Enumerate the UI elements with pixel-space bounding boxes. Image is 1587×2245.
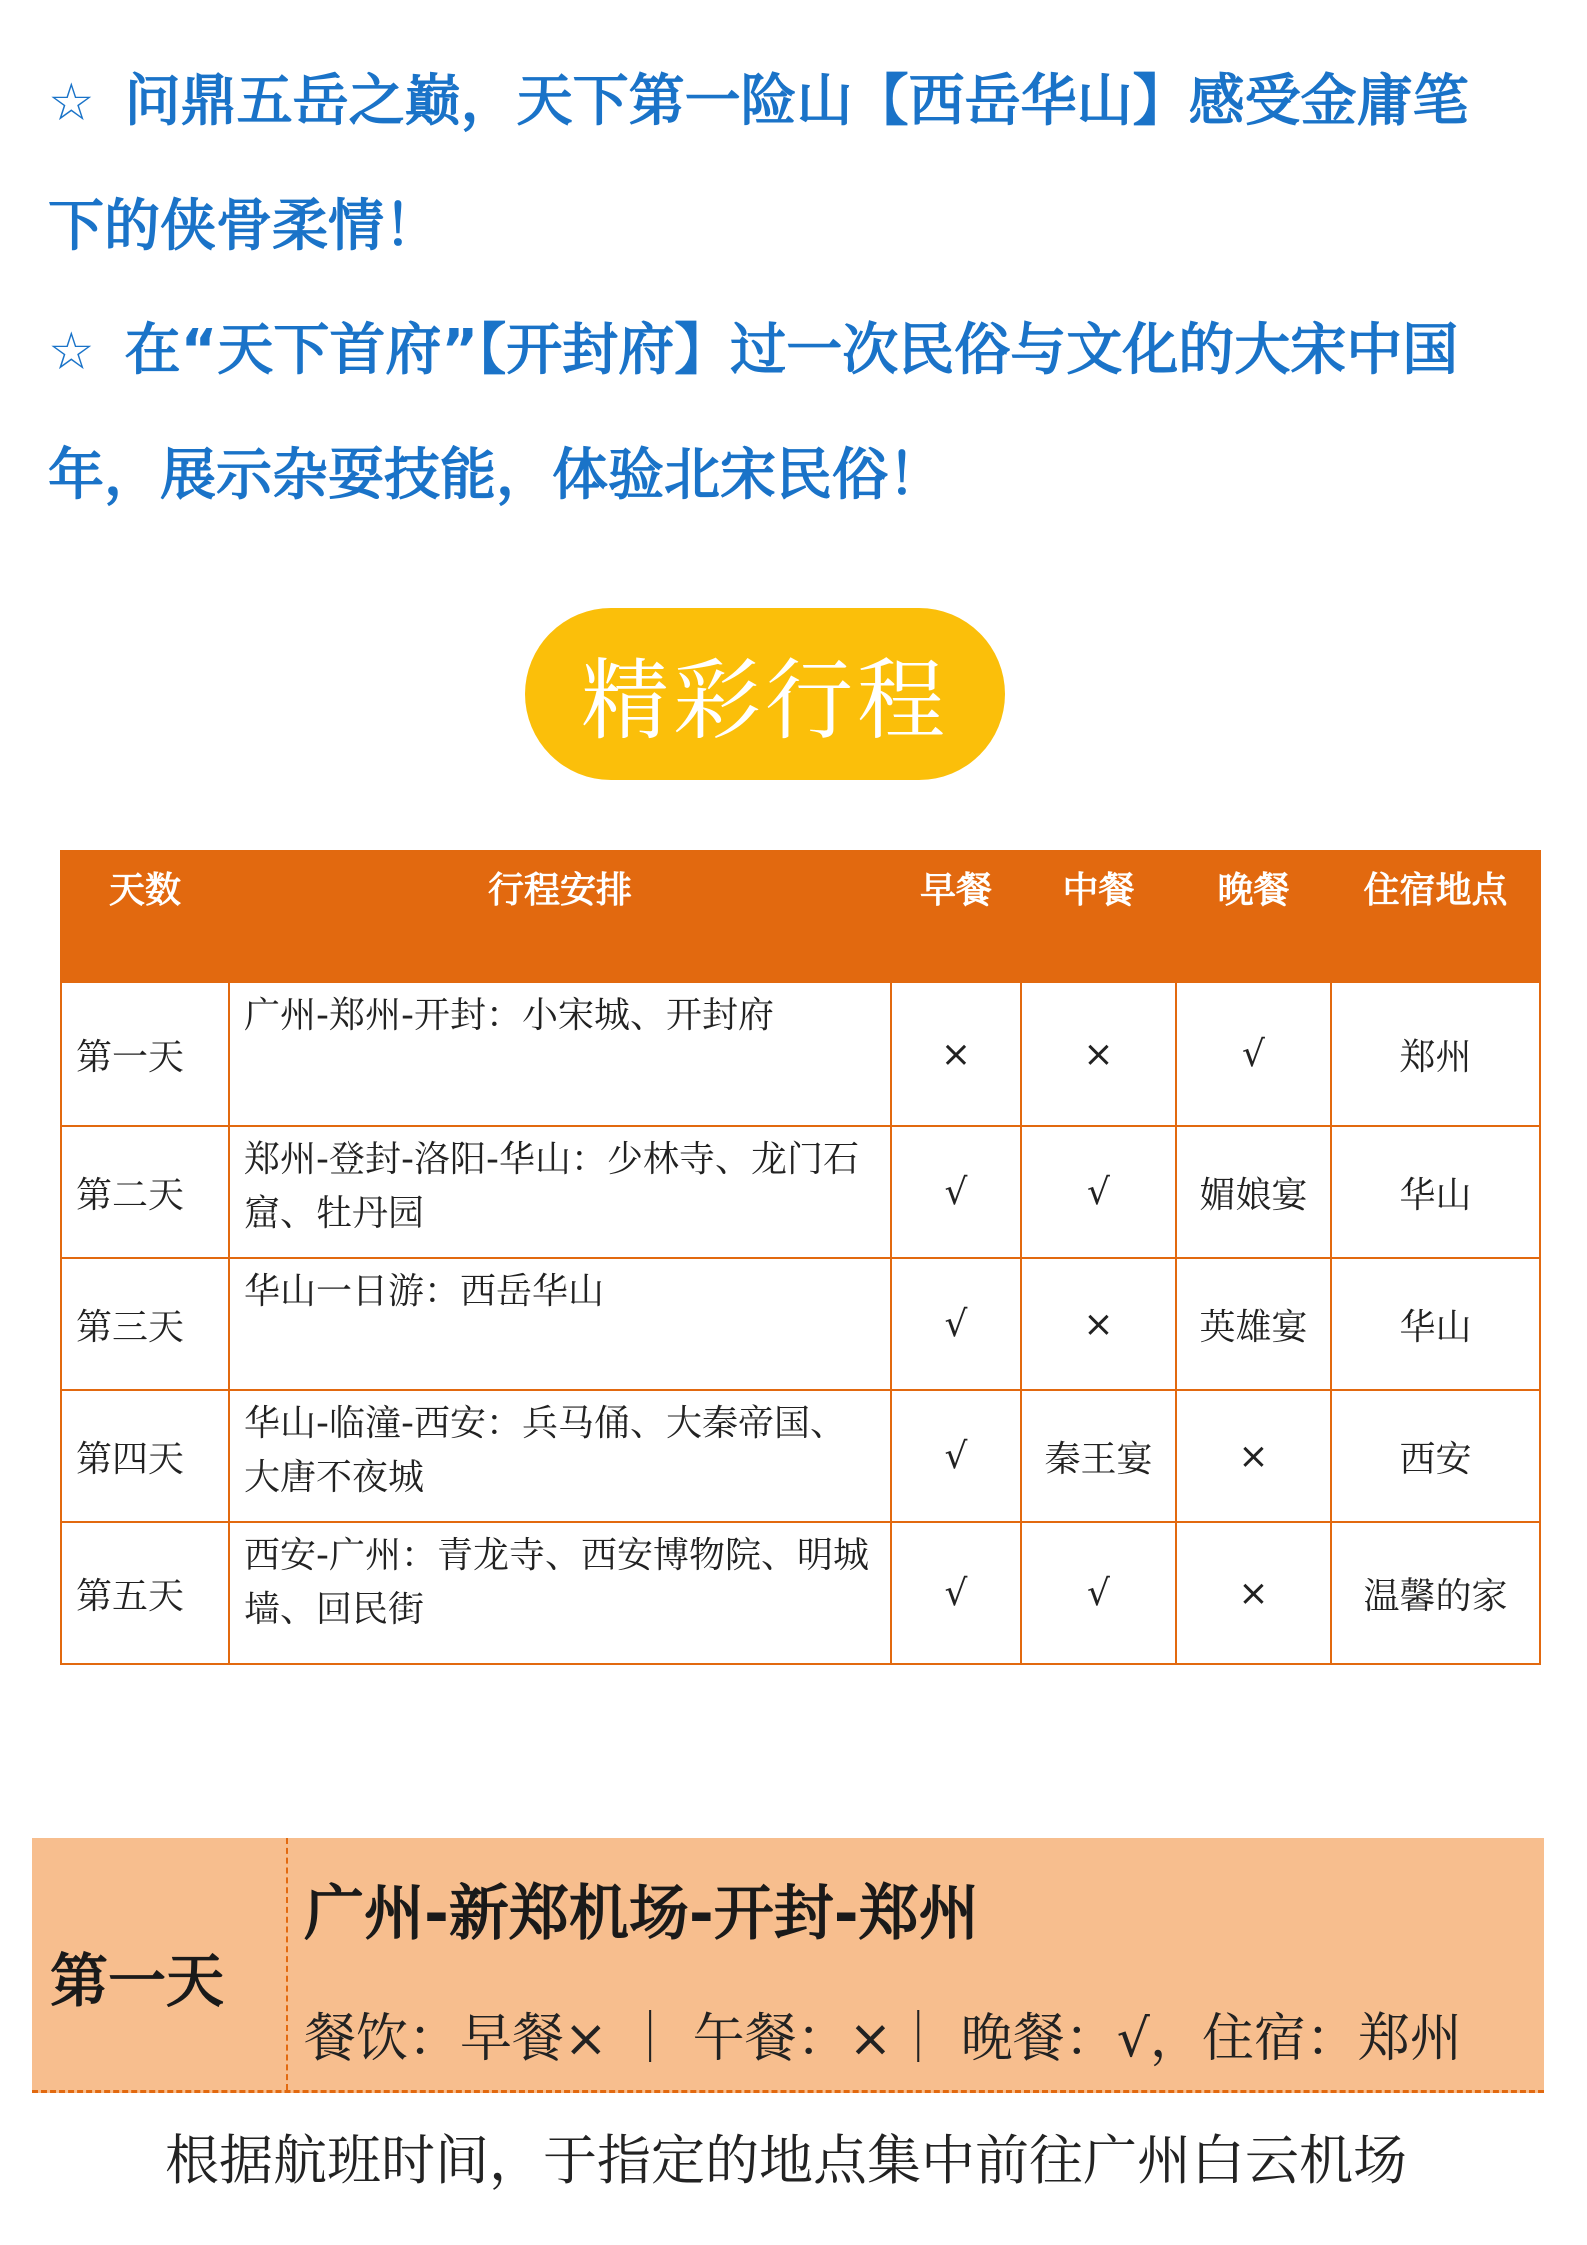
- cell-breakfast: √: [891, 1126, 1021, 1258]
- cell-day: 第二天: [61, 1126, 229, 1258]
- cell-breakfast: √: [891, 1258, 1021, 1390]
- cell-dinner: ×: [1176, 1522, 1331, 1664]
- table-row: [61, 1258, 1540, 1390]
- header-stay: 住宿地点: [1331, 851, 1540, 982]
- highlight-1-text: 问鼎五岳之巅，天下第一险山【西岳华山】感受金庸笔: [124, 69, 1469, 134]
- table-row: [61, 1522, 1540, 1664]
- star-icon: ☆: [48, 322, 95, 382]
- cell-day: 第五天: [61, 1522, 229, 1664]
- table-row: [61, 1126, 1540, 1258]
- cell-day: 第三天: [61, 1258, 229, 1390]
- cell-stay: 华山: [1331, 1258, 1540, 1390]
- day-label: 第一天: [50, 1947, 225, 2015]
- cell-stay: 温馨的家: [1331, 1522, 1540, 1664]
- cell-breakfast: √: [891, 1522, 1021, 1664]
- star-icon: ☆: [48, 73, 95, 133]
- banner-divider: [286, 1838, 288, 2090]
- cell-lunch: ×: [1021, 1258, 1176, 1390]
- highlight-1-line-1: [48, 40, 1558, 165]
- header-plan: 行程安排: [229, 851, 891, 982]
- cell-dinner: ×: [1176, 1390, 1331, 1522]
- cell-stay: 西安: [1331, 1390, 1540, 1522]
- cell-plan: 华山-临潼-西安：兵马俑、大秦帝国、大唐不夜城: [229, 1390, 891, 1522]
- cell-stay: 郑州: [1331, 982, 1540, 1126]
- section-title: 精彩行程: [580, 649, 949, 752]
- highlight-2-line-1: [48, 289, 1558, 414]
- route-title: 广州-新郑机场-开封-郑州: [304, 1879, 979, 1949]
- day-description: 根据航班时间，于指定的地点集中前往广州白云机场: [165, 2129, 1407, 2192]
- cell-dinner: 英雄宴: [1176, 1258, 1331, 1390]
- cell-plan: 广州-郑州-开封：小宋城、开封府: [229, 982, 891, 1126]
- header-dinner: 晚餐: [1176, 851, 1331, 982]
- header-breakfast: 早餐: [891, 851, 1021, 982]
- table-row: [61, 982, 1540, 1126]
- itinerary-table: [60, 850, 1541, 1665]
- cell-lunch: 秦王宴: [1021, 1390, 1176, 1522]
- header-lunch: 中餐: [1021, 851, 1176, 982]
- highlight-2-line-2: 年，展示杂耍技能，体验北宋民俗！: [48, 443, 944, 508]
- cell-breakfast: ×: [891, 982, 1021, 1126]
- cell-lunch: √: [1021, 1522, 1176, 1664]
- cell-plan: 西安-广州：青龙寺、西安博物院、明城墙、回民街: [229, 1522, 891, 1664]
- meals-summary: 餐饮：早餐× ｜ 午餐：×｜ 晚餐：√，住宿：郑州: [304, 2009, 1462, 2069]
- cell-stay: 华山: [1331, 1126, 1540, 1258]
- cell-dinner: 媚娘宴: [1176, 1126, 1331, 1258]
- cell-plan: 华山一日游：西岳华山: [229, 1258, 891, 1390]
- cell-dinner: √: [1176, 982, 1331, 1126]
- cell-breakfast: √: [891, 1390, 1021, 1522]
- day-one-banner: [32, 1838, 1544, 2093]
- table-row: [61, 1390, 1540, 1522]
- cell-lunch: ×: [1021, 982, 1176, 1126]
- cell-lunch: √: [1021, 1126, 1176, 1258]
- header-days: 天数: [61, 851, 229, 982]
- table-header-row: [61, 851, 1540, 982]
- highlights-section: [48, 40, 1558, 538]
- cell-day: 第一天: [61, 982, 229, 1126]
- cell-plan: 郑州-登封-洛阳-华山：少林寺、龙门石窟、牡丹园: [229, 1126, 891, 1258]
- highlight-1-line-2: 下的侠骨柔情！: [48, 194, 440, 259]
- cell-day: 第四天: [61, 1390, 229, 1522]
- section-title-pill: [525, 608, 1005, 780]
- highlight-2-text: 在“天下首府”【开封府】过一次民俗与文化的大宋中国: [124, 318, 1459, 383]
